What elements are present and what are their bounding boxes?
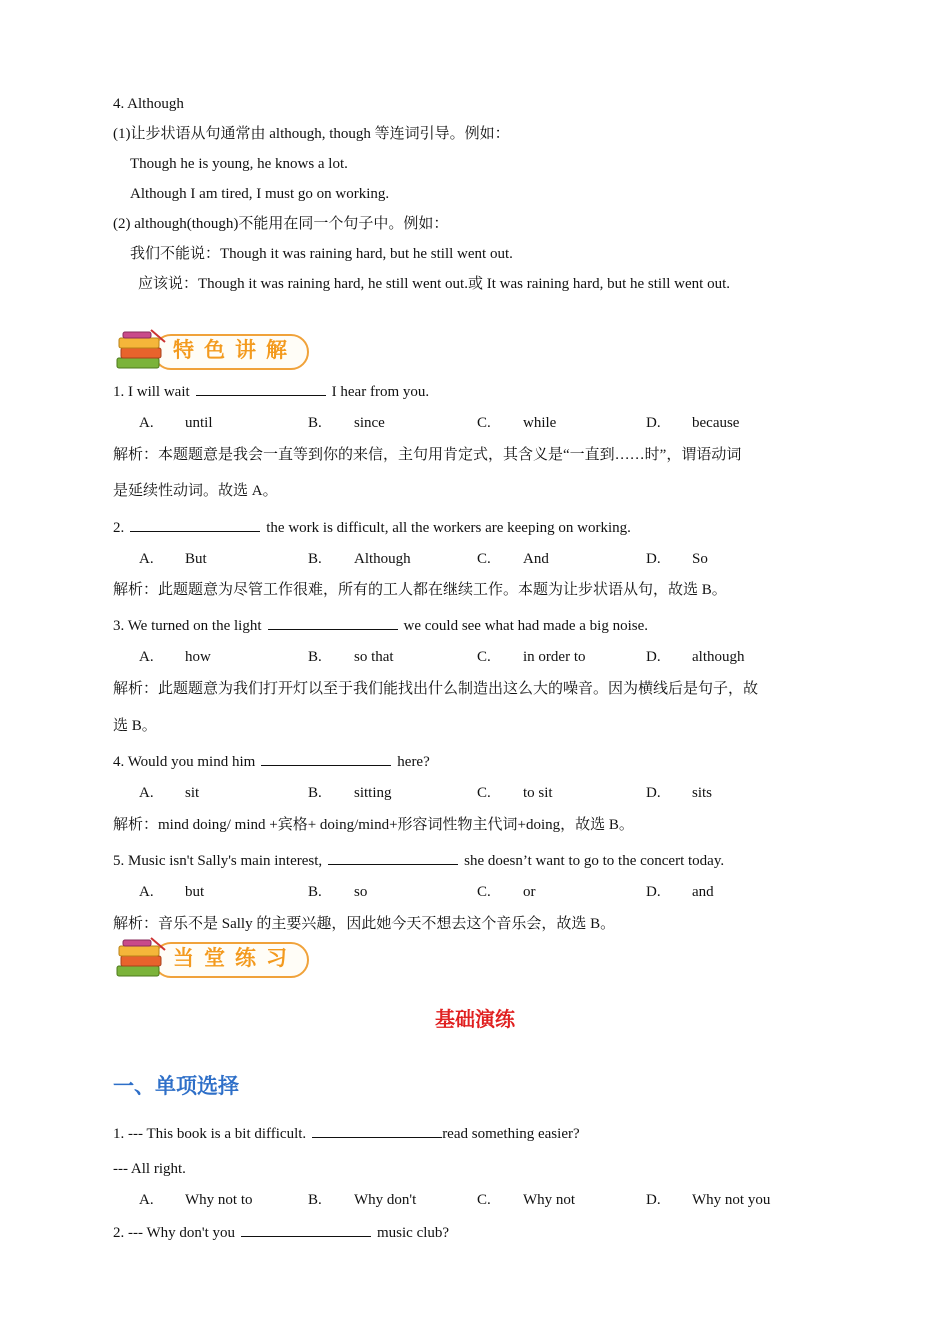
options-4: [113, 783, 833, 803]
option-letter: B.: [308, 884, 322, 900]
analysis-3-cont: 选 B。: [113, 718, 157, 734]
question-text: 1. I will wait: [113, 384, 190, 400]
question-2: [113, 517, 631, 538]
option-letter: A.: [139, 785, 154, 801]
question-5: [113, 850, 724, 871]
analysis-1-cont: 是延续性动词。故选 A。: [113, 483, 278, 499]
option-letter: C.: [477, 884, 491, 900]
grammar-rule-2: (2) although(though)不能用在同一个句子中。例如：: [113, 216, 449, 232]
practice-question-1-reply: --- All right.: [113, 1161, 186, 1177]
analysis-3: 解析：此题题意为我们打开灯以至于我们能找出什么制造出这么大的噪音。因为横线后是句子，故: [113, 681, 759, 697]
answer-blank: [328, 850, 458, 865]
practice-question-2: [113, 1222, 449, 1243]
books-icon: [113, 936, 173, 982]
section-banner-practice: [113, 936, 309, 982]
grammar-right-example: 应该说：Though it was raining hard, he still went out.或 It was raining hard, but he still went out.: [138, 276, 730, 292]
option-text: sitting: [354, 785, 392, 801]
option-letter: C.: [477, 649, 491, 665]
analysis-2: 解析：此题题意为尽管工作很难，所有的工人都在继续工作。本题为让步状语从句，故选 B。: [113, 582, 727, 598]
practice-options-1: [113, 1190, 833, 1210]
option-text: how: [185, 649, 211, 665]
option-letter: A.: [139, 415, 154, 431]
question-3: [113, 615, 648, 636]
question-text: 1. --- This book is a bit difficult.: [113, 1126, 307, 1142]
option-letter: D.: [646, 649, 661, 665]
option-text: sits: [692, 785, 713, 801]
options-2: [113, 549, 833, 569]
question-text: here?: [397, 754, 430, 770]
question-text: we could see what had made a big noise.: [403, 618, 649, 634]
question-text: the work is difficult, all the workers are keeping on working.: [266, 520, 631, 536]
options-1: [113, 413, 833, 433]
option-text: And: [523, 551, 549, 567]
answer-blank: [130, 517, 260, 532]
answer-blank: [268, 615, 398, 630]
grammar-example-1: Though he is young, he knows a lot.: [130, 156, 348, 172]
option-text: Why not you: [692, 1192, 771, 1208]
option-letter: B.: [308, 649, 322, 665]
option-text: in order to: [523, 649, 586, 665]
practice-title: 基础演练: [435, 1007, 515, 1031]
books-icon: [113, 328, 173, 374]
option-letter: D.: [646, 1192, 661, 1208]
banner-label: 当堂练习: [173, 946, 297, 970]
question-text: 2. --- Why don't you: [113, 1225, 235, 1241]
question-text: 4. Would you mind him: [113, 754, 256, 770]
section-banner-features: [113, 328, 309, 374]
section-heading: 一、单项选择: [113, 1074, 239, 1098]
option-text: although: [692, 649, 745, 665]
option-text: because: [692, 415, 740, 431]
option-text: Why not to: [185, 1192, 253, 1208]
option-letter: D.: [646, 884, 661, 900]
analysis-1: 解析：本题题意是我会一直等到你的来信，主句用肯定式，其含义是“一直到……时”，谓语动词: [113, 447, 742, 463]
option-text: or: [523, 884, 536, 900]
option-letter: A.: [139, 551, 154, 567]
option-text: But: [185, 551, 207, 567]
grammar-example-2: Although I am tired, I must go on working.: [130, 186, 390, 202]
question-4: [113, 751, 430, 772]
grammar-rule-1: (1)让步状语从句通常由 although, though 等连词引导。例如：: [113, 126, 510, 142]
option-letter: B.: [308, 785, 322, 801]
option-letter: C.: [477, 1192, 491, 1208]
question-text: she doesn’t want to go to the concert today.: [464, 853, 725, 869]
question-text: I hear from you.: [331, 384, 430, 400]
option-letter: A.: [139, 884, 154, 900]
question-text: 2.: [113, 520, 125, 536]
option-text: and: [692, 884, 714, 900]
analysis-5: 解析：音乐不是 Sally 的主要兴趣，因此她今天不想去这个音乐会，故选 B。: [113, 916, 616, 932]
option-letter: C.: [477, 415, 491, 431]
analysis-4: 解析：mind doing/ mind +宾格+ doing/mind+形容词性物主代词+doing，故选 B。: [113, 817, 634, 833]
option-text: but: [185, 884, 205, 900]
question-text: 3. We turned on the light: [113, 618, 262, 634]
answer-blank: [241, 1222, 371, 1237]
option-text: So: [692, 551, 708, 567]
answer-blank: [196, 381, 326, 396]
option-letter: C.: [477, 551, 491, 567]
option-letter: B.: [308, 551, 322, 567]
answer-blank: [312, 1123, 442, 1138]
option-letter: D.: [646, 551, 661, 567]
option-letter: D.: [646, 785, 661, 801]
option-letter: D.: [646, 415, 661, 431]
banner-label: 特色讲解: [173, 338, 297, 362]
option-letter: B.: [308, 1192, 322, 1208]
grammar-heading: 4. Although: [113, 96, 184, 112]
option-text: Why not: [523, 1192, 576, 1208]
option-letter: C.: [477, 785, 491, 801]
question-text: music club?: [377, 1225, 450, 1241]
option-text: since: [354, 415, 385, 431]
answer-blank: [261, 751, 391, 766]
option-text: Why don't: [354, 1192, 417, 1208]
option-text: sit: [185, 785, 200, 801]
option-text: while: [523, 415, 557, 431]
option-text: so: [354, 884, 368, 900]
question-text: 5. Music isn't Sally's main interest,: [113, 853, 323, 869]
question-1: [113, 381, 429, 402]
options-5: [113, 882, 833, 902]
option-text: until: [185, 415, 213, 431]
option-text: so that: [354, 649, 394, 665]
option-letter: B.: [308, 415, 322, 431]
options-3: [113, 647, 833, 667]
option-text: to sit: [523, 785, 553, 801]
question-text: read something easier?: [442, 1126, 580, 1142]
option-letter: A.: [139, 1192, 154, 1208]
option-text: Although: [354, 551, 411, 567]
grammar-wrong-example: 我们不能说：Though it was raining hard, but he still went out.: [130, 246, 513, 262]
option-letter: A.: [139, 649, 154, 665]
practice-question-1: [113, 1123, 580, 1144]
